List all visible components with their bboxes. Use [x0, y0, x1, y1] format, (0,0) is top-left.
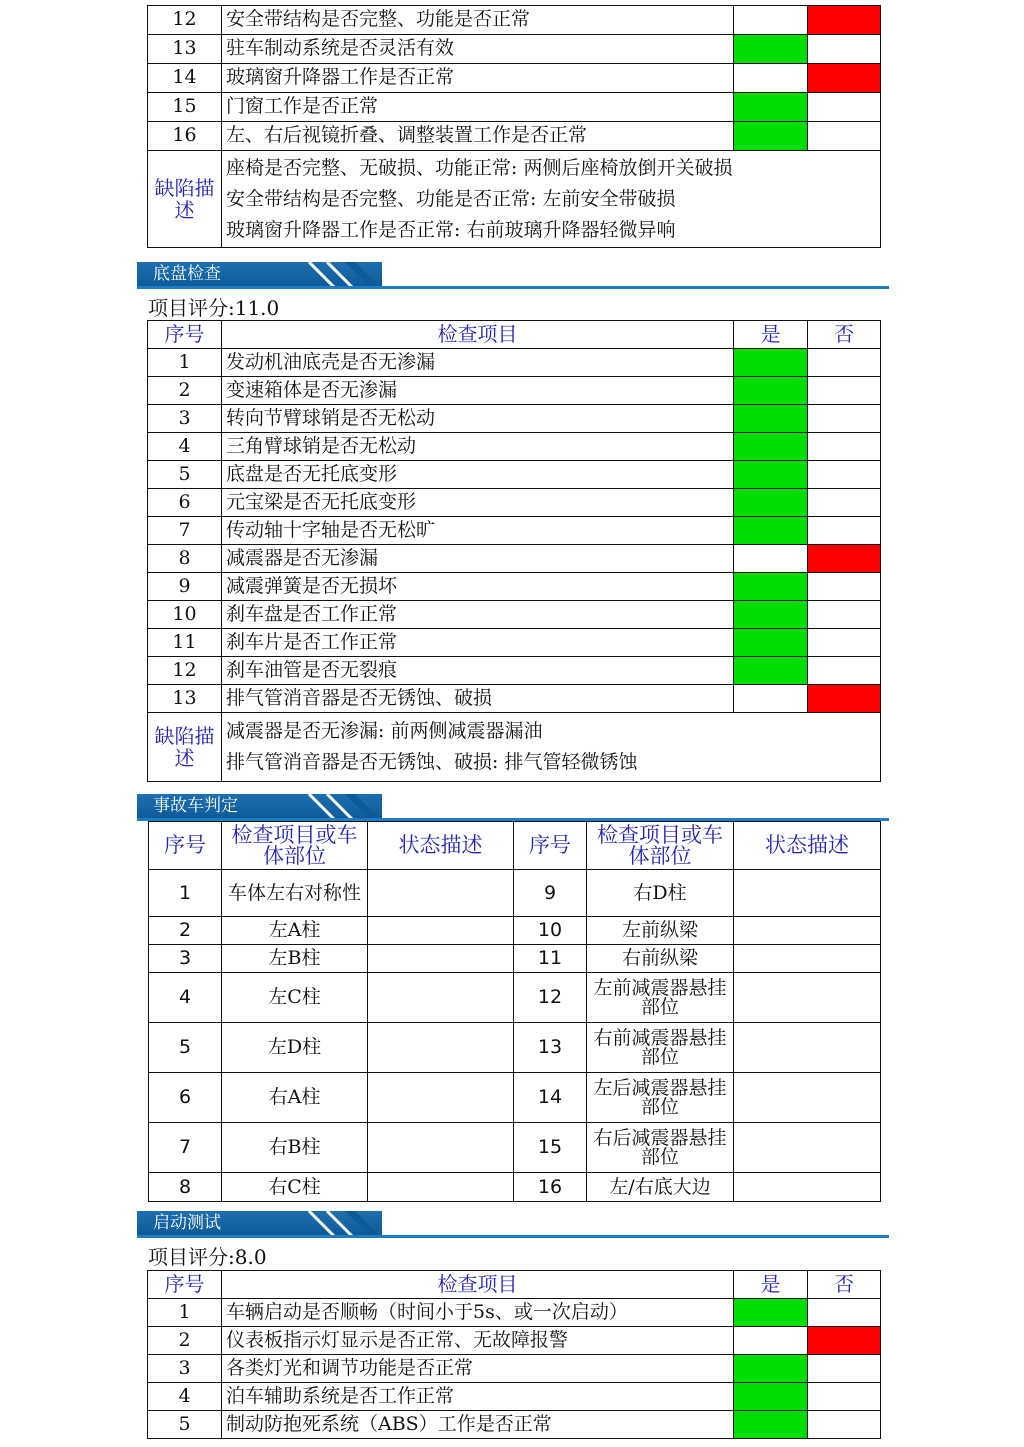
row-item: 门窗工作是否正常 — [222, 93, 734, 122]
accident-section-title: 事故车判定 — [137, 794, 382, 819]
defect-row — [148, 151, 881, 248]
row-status — [368, 973, 514, 1023]
yes-cell — [734, 1383, 808, 1411]
header-item: 检查项目 — [222, 1271, 734, 1299]
row-part: 右A柱 — [222, 1073, 368, 1123]
row-number: 12 — [514, 973, 587, 1023]
no-cell — [808, 122, 881, 151]
row-status — [734, 945, 881, 973]
row-number: 7 — [149, 1123, 222, 1173]
yes-cell — [734, 122, 808, 151]
row-part: 右D柱 — [587, 870, 734, 917]
row-number: 13 — [514, 1023, 587, 1073]
table-row — [149, 917, 881, 945]
row-item: 转向节臂球销是否无松动 — [222, 405, 734, 433]
table-row — [148, 545, 881, 573]
row-status — [734, 1123, 881, 1173]
row-part: 左C柱 — [222, 973, 368, 1023]
row-number: 10 — [514, 917, 587, 945]
header-no: 序号 — [149, 822, 222, 870]
row-number: 13 — [148, 35, 222, 64]
row-number: 8 — [148, 545, 222, 573]
row-part: 左A柱 — [222, 917, 368, 945]
row-number: 2 — [148, 377, 222, 405]
table-row — [148, 601, 881, 629]
row-status — [734, 870, 881, 917]
defect-line: 减震器是否无渗漏: 前两侧减震器漏油 — [226, 720, 543, 742]
table-row — [149, 870, 881, 917]
row-part: 右B柱 — [222, 1123, 368, 1173]
table-row — [148, 93, 881, 122]
chassis-section-header — [137, 262, 889, 289]
row-item: 传动轴十字轴是否无松旷 — [222, 517, 734, 545]
yes-cell — [734, 35, 808, 64]
defect-line: 排气管消音器是否无锈蚀、破损: 排气管轻微锈蚀 — [226, 751, 638, 773]
yes-cell — [734, 377, 808, 405]
no-cell — [808, 573, 881, 601]
yes-cell — [734, 405, 808, 433]
yes-cell — [734, 93, 808, 122]
chassis-score: 项目评分:11.0 — [148, 296, 280, 320]
header-yes: 是 — [734, 321, 808, 349]
table-row — [148, 6, 881, 35]
yes-cell — [734, 685, 808, 713]
row-item: 排气管消音器是否无锈蚀、破损 — [222, 685, 734, 713]
row-part: 左B柱 — [222, 945, 368, 973]
startup-score: 项目评分:8.0 — [148, 1245, 267, 1269]
yes-cell — [734, 545, 808, 573]
banner-underline — [137, 286, 889, 289]
row-number: 5 — [148, 461, 222, 489]
yes-cell — [734, 64, 808, 93]
row-part: 右后减震器悬挂部位 — [587, 1123, 734, 1173]
yes-cell — [734, 629, 808, 657]
row-item: 元宝梁是否无托底变形 — [222, 489, 734, 517]
table-row — [148, 349, 881, 377]
row-number: 10 — [148, 601, 222, 629]
no-cell — [808, 629, 881, 657]
row-number: 12 — [148, 657, 222, 685]
row-number: 5 — [148, 1411, 222, 1439]
row-number: 1 — [148, 349, 222, 377]
yes-cell — [734, 601, 808, 629]
row-status — [734, 1073, 881, 1123]
row-number: 14 — [148, 64, 222, 93]
header-no-col: 否 — [808, 1271, 881, 1299]
row-number: 15 — [148, 93, 222, 122]
row-number: 1 — [148, 1299, 222, 1327]
chassis-section-title: 底盘检查 — [137, 262, 382, 287]
yes-cell — [734, 349, 808, 377]
row-item: 制动防抱死系统（ABS）工作是否正常 — [222, 1411, 734, 1439]
row-part: 左后减震器悬挂部位 — [587, 1073, 734, 1123]
no-cell — [808, 1355, 881, 1383]
defect-row — [148, 713, 881, 782]
table-header — [148, 321, 881, 349]
banner-stripes-icon — [297, 794, 387, 819]
yes-cell — [734, 1327, 808, 1355]
no-cell — [808, 6, 881, 35]
row-number: 3 — [149, 945, 222, 973]
no-cell — [808, 405, 881, 433]
row-part: 左前纵梁 — [587, 917, 734, 945]
header-status: 状态描述 — [734, 822, 881, 870]
row-item: 仪表板指示灯显示是否正常、无故障报警 — [222, 1327, 734, 1355]
yes-cell — [734, 573, 808, 601]
table-row — [149, 1123, 881, 1173]
startup-section-title: 启动测试 — [137, 1211, 382, 1236]
defect-label: 缺陷描述 — [148, 151, 222, 248]
row-item: 车辆启动是否顺畅（时间小于5s、或一次启动） — [222, 1299, 734, 1327]
defect-label: 缺陷描述 — [148, 713, 222, 782]
row-item: 各类灯光和调节功能是否正常 — [222, 1355, 734, 1383]
no-cell — [808, 93, 881, 122]
row-number: 16 — [514, 1173, 587, 1202]
row-part: 左D柱 — [222, 1023, 368, 1073]
table-row — [148, 377, 881, 405]
no-cell — [808, 685, 881, 713]
table-row — [148, 573, 881, 601]
row-part: 车体左右对称性 — [222, 870, 368, 917]
row-number: 13 — [148, 685, 222, 713]
yes-cell — [734, 1411, 808, 1439]
defect-description — [222, 713, 881, 782]
row-number: 12 — [148, 6, 222, 35]
banner-underline — [137, 1235, 889, 1238]
row-status — [734, 917, 881, 945]
row-number: 4 — [148, 433, 222, 461]
no-cell — [808, 1411, 881, 1439]
table-row — [148, 1327, 881, 1355]
row-item: 变速箱体是否无渗漏 — [222, 377, 734, 405]
interior-check-table — [147, 5, 881, 248]
yes-cell — [734, 1355, 808, 1383]
row-number: 6 — [148, 489, 222, 517]
row-status — [368, 1173, 514, 1202]
header-part: 检查项目或车体部位 — [222, 822, 368, 870]
no-cell — [808, 433, 881, 461]
row-number: 4 — [148, 1383, 222, 1411]
no-cell — [808, 601, 881, 629]
table-row — [148, 629, 881, 657]
row-item: 减震器是否无渗漏 — [222, 545, 734, 573]
defect-line: 安全带结构是否完整、功能是否正常: 左前安全带破损 — [226, 187, 676, 210]
row-part: 右前纵梁 — [587, 945, 734, 973]
row-number: 4 — [149, 973, 222, 1023]
row-number: 1 — [149, 870, 222, 917]
banner-stripes-icon — [297, 1211, 387, 1236]
row-number: 5 — [149, 1023, 222, 1073]
row-number: 11 — [148, 629, 222, 657]
row-status — [734, 973, 881, 1023]
row-item: 减震弹簧是否无损坏 — [222, 573, 734, 601]
header-part: 检查项目或车体部位 — [587, 822, 734, 870]
row-item: 刹车油管是否无裂痕 — [222, 657, 734, 685]
row-status — [368, 1123, 514, 1173]
row-item: 驻车制动系统是否灵活有效 — [222, 35, 734, 64]
table-row — [148, 657, 881, 685]
yes-cell — [734, 657, 808, 685]
yes-cell — [734, 489, 808, 517]
table-row — [149, 973, 881, 1023]
no-cell — [808, 657, 881, 685]
row-number: 15 — [514, 1123, 587, 1173]
defect-line: 座椅是否完整、无破损、功能正常: 两侧后座椅放倒开关破损 — [226, 156, 733, 179]
header-item: 检查项目 — [222, 321, 734, 349]
accident-check-table — [148, 821, 881, 1202]
table-row — [148, 122, 881, 151]
banner-stripes-icon — [297, 262, 387, 287]
table-row — [148, 1299, 881, 1327]
no-cell — [808, 349, 881, 377]
row-item: 玻璃窗升降器工作是否正常 — [222, 64, 734, 93]
no-cell — [808, 517, 881, 545]
row-status — [368, 917, 514, 945]
row-status — [734, 1173, 881, 1202]
table-row — [148, 1383, 881, 1411]
row-item: 三角臂球销是否无松动 — [222, 433, 734, 461]
row-number: 2 — [149, 917, 222, 945]
row-item: 刹车片是否工作正常 — [222, 629, 734, 657]
row-number: 7 — [148, 517, 222, 545]
row-item: 泊车辅助系统是否工作正常 — [222, 1383, 734, 1411]
table-row — [148, 461, 881, 489]
header-yes: 是 — [734, 1271, 808, 1299]
row-number: 6 — [149, 1073, 222, 1123]
row-number: 8 — [149, 1173, 222, 1202]
row-status — [368, 870, 514, 917]
no-cell — [808, 545, 881, 573]
header-no: 序号 — [148, 321, 222, 349]
row-number: 11 — [514, 945, 587, 973]
header-no: 序号 — [514, 822, 587, 870]
no-cell — [808, 1299, 881, 1327]
startup-section-header — [137, 1211, 889, 1238]
row-item: 安全带结构是否完整、功能是否正常 — [222, 6, 734, 35]
no-cell — [808, 377, 881, 405]
row-item: 左、右后视镜折叠、调整装置工作是否正常 — [222, 122, 734, 151]
table-row — [148, 35, 881, 64]
table-row — [148, 1411, 881, 1439]
table-row — [148, 1355, 881, 1383]
accident-section-header — [137, 794, 889, 821]
row-number: 3 — [148, 405, 222, 433]
table-header — [148, 1271, 881, 1299]
header-no-col: 否 — [808, 321, 881, 349]
row-status — [368, 1073, 514, 1123]
row-item: 发动机油底壳是否无渗漏 — [222, 349, 734, 377]
defect-line: 玻璃窗升降器工作是否正常: 右前玻璃升降器轻微异响 — [226, 218, 676, 241]
yes-cell — [734, 517, 808, 545]
no-cell — [808, 1327, 881, 1355]
row-status — [734, 1023, 881, 1073]
table-row — [148, 405, 881, 433]
table-row — [149, 1173, 881, 1202]
yes-cell — [734, 6, 808, 35]
row-status — [368, 945, 514, 973]
table-row — [148, 489, 881, 517]
row-part: 左/右底大边 — [587, 1173, 734, 1202]
defect-description — [222, 151, 881, 248]
startup-check-table — [147, 1270, 881, 1439]
row-number: 9 — [148, 573, 222, 601]
row-item: 底盘是否无托底变形 — [222, 461, 734, 489]
yes-cell — [734, 433, 808, 461]
row-number: 14 — [514, 1073, 587, 1123]
row-number: 2 — [148, 1327, 222, 1355]
header-no: 序号 — [148, 1271, 222, 1299]
chassis-check-table — [147, 320, 881, 782]
row-number: 3 — [148, 1355, 222, 1383]
table-row — [148, 517, 881, 545]
no-cell — [808, 35, 881, 64]
row-item: 刹车盘是否工作正常 — [222, 601, 734, 629]
table-row — [149, 1073, 881, 1123]
yes-cell — [734, 461, 808, 489]
header-status: 状态描述 — [368, 822, 514, 870]
table-row — [149, 1023, 881, 1073]
row-part: 左前减震器悬挂部位 — [587, 973, 734, 1023]
table-row — [148, 64, 881, 93]
row-number: 9 — [514, 870, 587, 917]
row-number: 16 — [148, 122, 222, 151]
no-cell — [808, 1383, 881, 1411]
row-status — [368, 1023, 514, 1073]
yes-cell — [734, 1299, 808, 1327]
row-part: 右前减震器悬挂部位 — [587, 1023, 734, 1073]
no-cell — [808, 489, 881, 517]
row-part: 右C柱 — [222, 1173, 368, 1202]
table-header — [149, 822, 881, 870]
table-row — [148, 685, 881, 713]
no-cell — [808, 64, 881, 93]
table-row — [149, 945, 881, 973]
no-cell — [808, 461, 881, 489]
table-row — [148, 433, 881, 461]
